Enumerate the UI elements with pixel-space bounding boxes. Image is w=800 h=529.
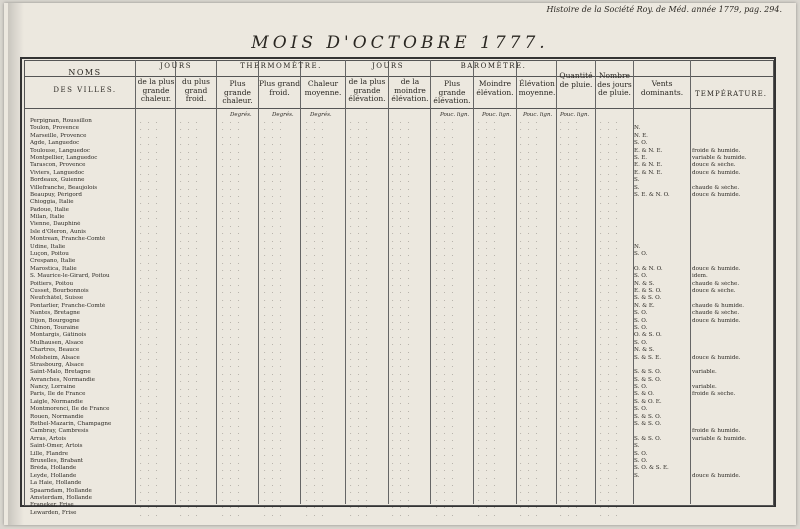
wind-entry: E. & N. E. <box>634 169 663 176</box>
city-name: Montpellier, Languedoc <box>30 154 98 161</box>
wind-entry: S. O. <box>634 317 648 324</box>
city-name: Avranches, Normandie <box>30 376 95 383</box>
city-name: Montmorenci, Île de France <box>30 406 110 413</box>
wind-entry: S. O. <box>634 310 648 317</box>
city-name: Toulouse, Languedoc <box>30 147 90 154</box>
col-rule <box>556 60 557 504</box>
temperature-entry <box>692 421 772 428</box>
wind-entry: N. <box>634 243 641 250</box>
wind-entry: N. & E. <box>634 302 655 309</box>
unit-label: Degrés. <box>230 112 252 118</box>
city-name: Bréda, Hollande <box>30 465 77 472</box>
wind-entry: N. <box>634 125 641 132</box>
col-rule <box>516 60 517 504</box>
wind-entry <box>634 362 694 369</box>
temperature-entry <box>692 236 772 243</box>
city-name: Cambray, Cambresis <box>30 428 89 435</box>
temperature-entry: idem. <box>692 273 708 280</box>
header-moindre-elevation: Moindre élévation. <box>476 79 514 97</box>
temperature-entry: variable. <box>692 384 717 391</box>
city-name: Bruxelles, Brabant <box>30 457 84 464</box>
temperature-entry: douce & sèche. <box>692 287 736 294</box>
temperature-entry: variable. <box>692 369 717 376</box>
city-name: Udine, Italie <box>30 243 66 250</box>
temperature-entry <box>692 251 772 258</box>
unit-label: Pouc. lign. <box>440 112 470 118</box>
city-name: Paris, Île de France <box>30 391 86 398</box>
header-temperature: TEMPÉRATURE. <box>695 90 767 98</box>
wind-entry: E. & S. O. <box>634 287 662 294</box>
numeric-column-texture: · · · · · · · · · · · · · · · · · · · · · · · · · · · · · · · · · · · · · · · · · · · · · · · · · · · · · · · · · · · · · · · · · · · · · · · · · · · · · · · · · · · · · · · · · · · · · · · · · · · · · · · · · · · · · · · · · · · · · · · · · · · · · · · · · · · · · · · · · · · · · · · · · · · · · · · · · · · · · · · · · · <box>140 120 159 519</box>
temperature-entry <box>692 229 772 236</box>
temperature-entry: variable & humide. <box>692 435 747 442</box>
header-plus-grande-elevation: Plus grande élévation. <box>433 79 471 105</box>
city-name: Tarascon, Provence <box>30 162 86 169</box>
wind-entry: N. & S. <box>634 280 655 287</box>
numeric-column-texture: · · · · · · · · · · · · · · · · · · · · · · · · · · · · · · · · · · · · · · · · · · · · · · · · · · · · · · · · · · · · · · · · · · · · · · · · · · · · · · · · · · · · · · · · · · · · · · · · · · · · · · · · · · · · · · · · · · · · · · · · · · · · · · · · · · · · · · · · · · · · · · · · · · · · · · · · · · · · · · · · · · <box>478 120 497 519</box>
temperature-entry <box>692 214 772 221</box>
temperature-entry <box>692 221 772 228</box>
wind-entry <box>634 258 694 265</box>
header-jour-grande-elevation: de la plus grande élévation. <box>348 77 386 103</box>
city-name-list <box>30 118 150 517</box>
wind-entry <box>634 207 694 214</box>
temperature-entry: douce & humide. <box>692 317 741 324</box>
header-jours-pluie: Nombre des jours de pluie. <box>597 71 632 97</box>
temperature-entry: douce & humide. <box>692 472 741 479</box>
numeric-column-texture: · · · · · · · · · · · · · · · · · · · · · · · · · · · · · · · · · · · · · · · · · · · · · · · · · · · · · · · · · · · · · · · · · · · · · · · · · · · · · · · · · · · · · · · · · · · · · · · · · · · · · · · · · · · · · · · · · · · · · · · · · · · · · · · · · · · · · · · · · · · · · · · · · · · · · · · · · · · · · · · · · · <box>520 120 539 519</box>
city-name: Luçon, Poitou <box>30 251 69 258</box>
city-name: Padoue, Italie <box>30 206 69 213</box>
wind-entry <box>634 229 694 236</box>
temperature-entry <box>692 377 772 384</box>
city-name: Montrean, Franche-Comté <box>30 236 106 243</box>
wind-entry <box>634 428 694 435</box>
temperature-entry <box>692 347 772 354</box>
city-name: Saint-Malo, Bretagne <box>30 369 91 376</box>
winds-list <box>634 118 694 480</box>
wind-entry <box>634 221 694 228</box>
city-name: Neufchâtel, Suisse <box>30 295 84 302</box>
wind-entry: S. O. <box>634 450 648 457</box>
wind-entry: E. & N. E. <box>634 162 663 169</box>
header-plus-grande-chaleur: Plus grande chaleur. <box>222 79 253 105</box>
wind-entry: S. & S. O. <box>634 369 662 376</box>
city-name: Leyde, Hollande <box>30 472 77 479</box>
temperature-entry <box>692 325 772 332</box>
wind-entry: S. & S. E. <box>634 354 661 361</box>
temperature-list <box>692 118 772 480</box>
city-name: Marostica, Italie <box>30 265 77 272</box>
col-rule <box>430 60 431 504</box>
wind-entry: S. O. <box>634 384 648 391</box>
temperature-entry <box>692 465 772 472</box>
city-name: Dijon, Bourgogne <box>30 317 80 324</box>
city-name: Mulhausen, Alsace <box>30 339 84 346</box>
header-thermometre: THERMOMÈTRE. <box>240 62 322 70</box>
city-name: Bordeaux, Guienne <box>30 177 85 184</box>
temperature-entry: douce & humide. <box>692 265 741 272</box>
wind-entry: S. O. & S. E. <box>634 465 669 472</box>
temperature-entry <box>692 451 772 458</box>
city-name: Franeker, Frise <box>30 502 74 509</box>
numeric-column-texture: · · · · · · · · · · · · · · · · · · · · · · · · · · · · · · · · · · · · · · · · · · · · · · · · · · · · · · · · · · · · · · · · · · · · · · · · · · · · · · · · · · · · · · · · · · · · · · · · · · · · · · · · · · · · · · · · · · · · · · · · · · · · · · · · · · · · · · · · · · · · · · · · · · · · · · · · · · · · · · · · · · <box>264 120 283 519</box>
city-name: Beaupuy, Périgord <box>30 191 83 198</box>
city-name: Agde, Languedoc <box>30 140 80 147</box>
temperature-entry <box>692 125 772 132</box>
wind-entry: S. <box>634 472 640 479</box>
col-rule <box>595 60 596 504</box>
wind-entry: S. O. <box>634 273 648 280</box>
col-rule <box>388 60 389 504</box>
city-name: S. Maurice-le-Girard, Poitou <box>30 273 110 280</box>
temperature-entry <box>692 414 772 421</box>
col-rule <box>216 60 217 504</box>
wind-entry: E. & N. E. <box>634 147 663 154</box>
temperature-entry: douce & humide. <box>692 354 741 361</box>
city-name: Vienne, Dauphiné <box>30 221 81 228</box>
unit-label: Pouc. lign. <box>560 112 590 118</box>
wind-entry: S. & O. <box>634 391 654 398</box>
wind-entry: S. O. <box>634 251 648 258</box>
city-name: Nancy, Lorraine <box>30 384 76 391</box>
wind-entry: S. E. <box>634 154 648 161</box>
city-name: Cusset, Bourbonnois <box>30 287 89 294</box>
temperature-entry <box>692 406 772 413</box>
wind-entry: S. & O. E. <box>634 398 662 405</box>
header-jour-moindre-elevation: de la moindre élévation. <box>391 77 429 103</box>
unit-label: Degrés. <box>310 112 332 118</box>
temperature-entry <box>692 332 772 339</box>
numeric-column-texture: · · · · · · · · · · · · · · · · · · · · · · · · · · · · · · · · · · · · · · · · · · · · · · · · · · · · · · · · · · · · · · · · · · · · · · · · · · · · · · · · · · · · · · · · · · · · · · · · · · · · · · · · · · · · · · · · · · · · · · · · · · · · · · · · · · · · · · · · · · · · · · · · · · · · · · · · · · · · · · · · · · <box>180 120 199 519</box>
col-rule <box>258 60 259 504</box>
wind-entry <box>634 199 694 206</box>
city-name: Laigle, Normandie <box>30 398 83 405</box>
wind-entry: S. <box>634 177 640 184</box>
header-jour-chaleur: de la plus grande chaleur. <box>137 77 175 103</box>
temperature-entry <box>692 177 772 184</box>
temperature-entry <box>692 244 772 251</box>
wind-entry: S. O. <box>634 140 648 147</box>
wind-entry: N. & S. <box>634 347 655 354</box>
city-name: Arras, Artois <box>30 435 67 442</box>
city-name: Chartres, Beauce <box>30 347 80 354</box>
city-name: Spaarndam, Hollande <box>30 487 92 494</box>
header-bottom-rule <box>24 108 774 109</box>
wind-entry: S. O. <box>634 457 648 464</box>
city-name: Crespano, Italie <box>30 258 76 265</box>
wind-entry: S. <box>634 443 640 450</box>
numeric-column-texture: · · · · · · · · · · · · · · · · · · · · · · · · · · · · · · · · · · · · · · · · · · · · · · · · · · · · · · · · · · · · · · · · · · · · · · · · · · · · · · · · · · · · · · · · · · · · · · · · · · · · · · · · · · · · · · · · · · · · · · · · · · · · · · · · · · · · · · · · · · · · · · · · · · · · · · · · · · · · · · · · · · <box>392 120 411 519</box>
wind-entry: S. O. <box>634 406 648 413</box>
wind-entry <box>634 236 694 243</box>
city-name: Montargis, Gâtinois <box>30 332 87 339</box>
col-rule <box>175 60 176 504</box>
numeric-column-texture: · · · · · · · · · · · · · · · · · · · · · · · · · · · · · · · · · · · · · · · · · · · · · · · · · · · · · · · · · · · · · · · · · · · · · · · · · · · · · · · · · · · · · · · · · · · · · · · · · · · · · · · · · · · · · · · · · · · · · · · · · · · · · · · · · · · · · · · · · · · · · · · · · · · · · · · · · · · · · · · · · · <box>350 120 369 519</box>
wind-entry: S. E. & N. O. <box>634 191 670 198</box>
header-jours-1: JOURS <box>159 62 192 70</box>
city-name: Rouen, Normandie <box>30 413 84 420</box>
header-villes: DES VILLES. <box>53 86 117 94</box>
wind-entry <box>634 214 694 221</box>
wind-entry: S. & S. O. <box>634 413 662 420</box>
temperature-entry: chaude & sèche. <box>692 184 740 191</box>
temperature-entry: douce & sèche. <box>692 162 736 169</box>
city-name: Rethel-Mazarin, Champagne <box>30 421 112 428</box>
header-chaleur-moyenne: Chaleur moyenne. <box>304 79 342 97</box>
temperature-entry <box>692 399 772 406</box>
temperature-entry: chaude & humide. <box>692 302 745 309</box>
city-name: Saint-Omer, Artois <box>30 443 83 450</box>
wind-entry: S. & S. O. <box>634 295 662 302</box>
city-name: Amsterdam, Hollande <box>30 494 92 501</box>
temperature-entry: froide & humide. <box>692 147 741 154</box>
temperature-entry <box>692 133 772 140</box>
header-vents: Vents dominants. <box>640 79 684 97</box>
temperature-entry: douce & humide. <box>692 191 741 198</box>
unit-label: Pouc. lign. <box>523 112 553 118</box>
city-name: Chioggia, Italie <box>30 199 74 206</box>
header-elevation-moyenne: Élévation moyenne. <box>518 79 556 97</box>
header-noms: NOMS <box>68 68 102 77</box>
col-rule <box>300 60 301 504</box>
wind-entry: S. & S. O. <box>634 435 662 442</box>
page-title: MOIS D'OCTOBRE 1777. <box>251 33 549 53</box>
temperature-entry <box>692 295 772 302</box>
unit-label: Pouc. lign. <box>482 112 512 118</box>
city-name: Viviers, Languedoc <box>30 169 85 176</box>
numeric-column-texture: · · · · · · · · · · · · · · · · · · · · · · · · · · · · · · · · · · · · · · · · · · · · · · · · · · · · · · · · · · · · · · · · · · · · · · · · · · · · · · · · · · · · · · · · · · · · · · · · · · · · · · · · · · · · · · · · · · · · · · · · · · · · · · · · · · · · · · · · · · · · · · · · · · · · · · · · · · · · · · · · · · <box>306 120 325 519</box>
city-name: Milan, Italie <box>30 214 65 221</box>
numeric-column-texture: · · · · · · · · · · · · · · · · · · · · · · · · · · · · · · · · · · · · · · · · · · · · · · · · · · · · · · · · · · · · · · · · · · · · · · · · · · · · · · · · · · · · · · · · · · · · · · · · · · · · · · · · · · · · · · · · · · · · · · · · · · · · · · · · · · · · · · · · · · · · · · · · · · · · · · · · · · · · · · · · · · <box>600 120 619 519</box>
col-rule <box>473 60 474 504</box>
city-name: Poitiers, Poitou <box>30 280 74 287</box>
city-name: Villefranche, Beaujolois <box>30 184 98 191</box>
header-jour-froid: du plus grand froid. <box>182 77 210 103</box>
temperature-entry: variable & humide. <box>692 154 747 161</box>
wind-entry: S. O. <box>634 339 648 346</box>
city-name: Perpignan, Roussillon <box>30 118 92 124</box>
wind-entry: S. & S. O. <box>634 376 662 383</box>
city-name: Molsheim, Alsace <box>30 354 80 361</box>
wind-entry: O. & S. O. <box>634 332 662 339</box>
city-name: Lille, Flandre <box>30 450 69 457</box>
temperature-entry <box>692 258 772 265</box>
wind-entry <box>634 118 694 125</box>
city-name: Marseille, Provence <box>30 132 87 139</box>
temperature-entry <box>692 362 772 369</box>
wind-entry: N. E. <box>634 132 648 139</box>
temperature-entry: chaude & sèche. <box>692 280 740 287</box>
header-jours-2: JOURS <box>371 62 404 70</box>
city-name: Lewarden, Frise <box>30 509 77 516</box>
unit-label: Degrés. <box>272 112 294 118</box>
header-rule <box>24 76 774 77</box>
temperature-entry: froide & humide. <box>692 428 741 435</box>
temperature-entry <box>692 443 772 450</box>
temperature-entry <box>692 458 772 465</box>
city-name: Strasbourg, Alsace <box>30 361 84 368</box>
temperature-entry <box>692 199 772 206</box>
numeric-column-texture: · · · · · · · · · · · · · · · · · · · · · · · · · · · · · · · · · · · · · · · · · · · · · · · · · · · · · · · · · · · · · · · · · · · · · · · · · · · · · · · · · · · · · · · · · · · · · · · · · · · · · · · · · · · · · · · · · · · · · · · · · · · · · · · · · · · · · · · · · · · · · · · · · · · · · · · · · · · · · · · · · · <box>436 120 455 519</box>
city-name: Isle d'Oleron, Aunis <box>30 228 86 235</box>
running-head: Histoire de la Société Roy. de Méd. année 1779, pag. 294. <box>546 5 782 14</box>
wind-entry: O. & N. O. <box>634 265 663 272</box>
city-name: Chinon, Touraine <box>30 324 79 331</box>
temperature-entry: chaude & sèche. <box>692 310 740 317</box>
city-name: Nantes, Bretagne <box>30 310 80 317</box>
city-name: Pontarlier, Franche-Comté <box>30 302 106 309</box>
header-barometre: BAROMÈTRE. <box>460 62 527 70</box>
temperature-entry <box>692 207 772 214</box>
col-rule <box>345 60 346 504</box>
header-quantite-pluie: Quantité de pluie. <box>559 71 593 89</box>
numeric-column-texture: · · · · · · · · · · · · · · · · · · · · · · · · · · · · · · · · · · · · · · · · · · · · · · · · · · · · · · · · · · · · · · · · · · · · · · · · · · · · · · · · · · · · · · · · · · · · · · · · · · · · · · · · · · · · · · · · · · · · · · · · · · · · · · · · · · · · · · · · · · · · · · · · · · · · · · · · · · · · · · · · · · <box>222 120 241 519</box>
city-name: La Haie, Hollande <box>30 480 82 487</box>
numeric-column-texture: · · · · · · · · · · · · · · · · · · · · · · · · · · · · · · · · · · · · · · · · · · · · · · · · · · · · · · · · · · · · · · · · · · · · · · · · · · · · · · · · · · · · · · · · · · · · · · · · · · · · · · · · · · · · · · · · · · · · · · · · · · · · · · · · · · · · · · · · · · · · · · · · · · · · · · · · · · · · · · · · · · <box>560 120 579 519</box>
temperature-entry <box>692 140 772 147</box>
temperature-entry: douce & humide. <box>692 169 741 176</box>
wind-entry: S. <box>634 184 640 191</box>
city-name: Toulon, Provence <box>30 125 79 132</box>
temperature-entry <box>692 118 772 125</box>
temperature-entry: froide & sèche. <box>692 391 736 398</box>
wind-entry: S. O. <box>634 324 648 331</box>
temperature-entry <box>692 340 772 347</box>
wind-entry: S. & S. O. <box>634 421 662 428</box>
header-plus-grand-froid: Plus grand froid. <box>259 79 300 97</box>
